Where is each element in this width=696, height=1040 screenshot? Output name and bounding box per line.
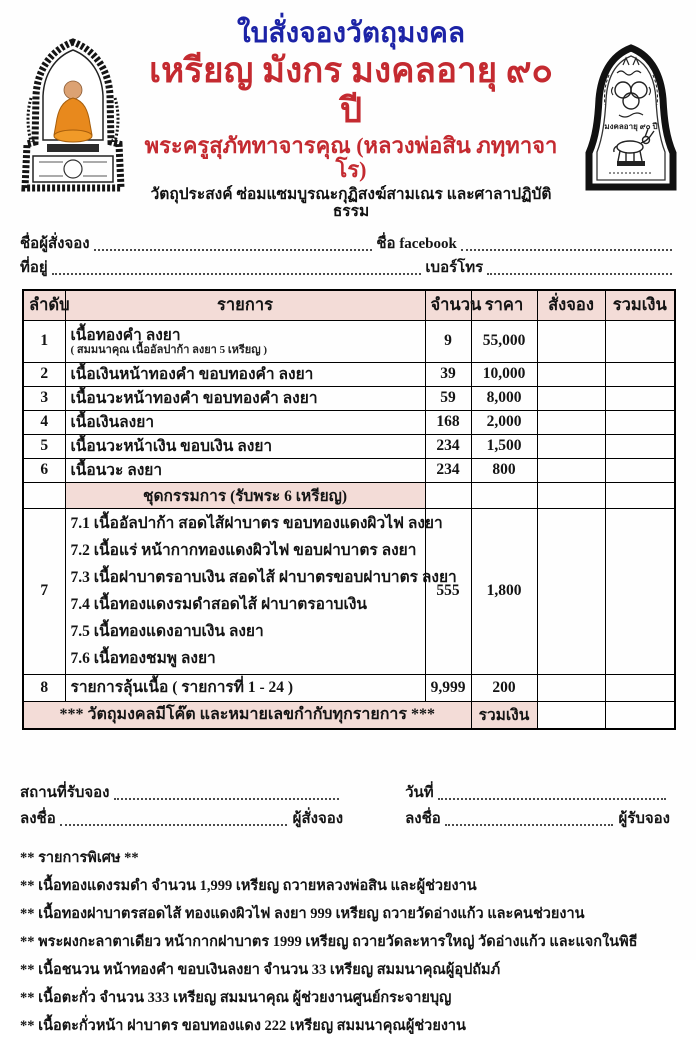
sign-label-orderer: ลงชื่อ — [20, 811, 56, 828]
table-row — [23, 674, 675, 701]
amulet-center-text: มงคลอายุ ๙๐ ปี — [604, 122, 658, 132]
order-qty-cell[interactable] — [537, 362, 605, 386]
item-qty: 39 — [425, 362, 471, 386]
row-total-cell[interactable] — [605, 410, 675, 434]
row-index: 3 — [23, 386, 65, 410]
special-notes — [0, 830, 696, 1040]
booking-place-field[interactable] — [114, 788, 340, 800]
row-index: 7 — [23, 508, 65, 674]
item-qty: 59 — [425, 386, 471, 410]
special-note-line: ** พระผงกะลาตาเดียว หน้ากากฝาบาตร 1999 เหรียญ ถวายวัดละหารใหญ่ วัดอ่างแก้ว และแจกในพิธี — [20, 934, 638, 951]
grand-total-order-cell[interactable] — [537, 701, 605, 729]
grand-total-label: รวมเงิน — [471, 701, 537, 729]
item-name: เนื้อนวะหน้าเงิน ขอบเงิน ลงยา — [70, 437, 273, 455]
committee-item: 7.2 เนื้อแร่ หน้ากากทองแดงผิวไฟ ขอบฝาบาตร ลงยา — [70, 542, 417, 560]
item-price: 10,000 — [471, 362, 537, 386]
header — [0, 0, 696, 223]
item-name-cell — [65, 410, 425, 434]
table-row — [23, 458, 675, 482]
item-qty: 234 — [425, 458, 471, 482]
item-qty: 9,999 — [425, 674, 471, 701]
item-name: เนื้อเงินลงยา — [70, 413, 155, 431]
item-name: เนื้อทองคำ ลงยา — [70, 326, 181, 344]
form-title: ใบสั่งจองวัตถุมงคล — [237, 18, 465, 49]
item-name-cell — [65, 458, 425, 482]
order-qty-cell[interactable] — [537, 410, 605, 434]
form-subtitle: เหรียญ มังกร มงคลอายุ ๙๐ ปี — [149, 51, 553, 130]
item-price: 1,800 — [471, 508, 537, 674]
sign-label-receiver: ลงชื่อ — [405, 811, 441, 828]
item-qty: 555 — [425, 508, 471, 674]
item-name-cell — [65, 320, 425, 362]
row-index: 4 — [23, 410, 65, 434]
item-qty: 234 — [425, 434, 471, 458]
item-qty: 9 — [425, 320, 471, 362]
special-note-line: ** เนื้อชนวน หน้าทองคำ ขอบเงินลงยา จำนวน 33 เหรียญ สมมนาคุณผู้อุปถัมภ์ — [20, 962, 501, 979]
table-row — [23, 362, 675, 386]
table-row — [23, 320, 675, 362]
col-header-qty: จำนวน — [425, 290, 471, 321]
committee-section-row — [23, 482, 675, 508]
item-price — [471, 482, 537, 508]
table-header-row — [23, 290, 675, 321]
phone-label: เบอร์โทร — [425, 259, 484, 276]
order-qty-cell[interactable] — [537, 386, 605, 410]
title-block — [134, 18, 568, 221]
row-index: 6 — [23, 458, 65, 482]
item-price: 200 — [471, 674, 537, 701]
row-index: 1 — [23, 320, 65, 362]
committee-item: 7.5 เนื้อทองแดงอาบเงิน ลงยา — [70, 623, 264, 641]
receiver-suffix: ผู้รับจอง — [618, 811, 670, 828]
row-total-cell[interactable] — [605, 434, 675, 458]
item-name-cell — [65, 362, 425, 386]
monk-photo — [14, 38, 132, 200]
orderer-name-field[interactable] — [94, 239, 373, 251]
committee-section-title: ชุดกรรมการ (รับพระ 6 เหรียญ) — [65, 482, 425, 508]
item-price: 55,000 — [471, 320, 537, 362]
facebook-field[interactable] — [461, 239, 672, 251]
special-note-line: ** เนื้อตะกั่ว จำนวน 333 เหรียญ สมมนาคุณ ผู้ช่วยงานศูนย์กระจายบุญ — [20, 990, 452, 1007]
committee-item: 7.1 เนื้ออัลปาก้า สอดไส้ฝาบาตร ขอบทองแดงผิวไฟ ลงยา — [70, 515, 443, 533]
orderer-name-label: ชื่อผู้สั่งจอง — [20, 235, 90, 252]
order-qty-cell[interactable] — [537, 674, 605, 701]
address-label: ที่อยู่ — [20, 259, 48, 276]
monk-photo-illustration — [17, 38, 129, 200]
amulet-back-image — [570, 43, 692, 195]
customer-info — [0, 223, 696, 283]
committee-item: 7.3 เนื้อฝาบาตรอาบเงิน สอดไส้ ฝาบาตรขอบฝาบาตร ลงยา — [70, 569, 457, 587]
order-qty-cell[interactable] — [537, 320, 605, 362]
item-note: ( สมมนาคุณ เนื้ออัลปาก้า ลงยา 5 เหรียญ ) — [70, 343, 268, 356]
item-price: 1,500 — [471, 434, 537, 458]
table-row — [23, 386, 675, 410]
committee-items-row — [23, 508, 675, 674]
date-label: วันที่ — [405, 785, 434, 802]
table-row — [23, 410, 675, 434]
address-field[interactable] — [52, 263, 422, 275]
purpose-line: วัตถุประสงค์ ซ่อมแซมบูรณะกุฏิสงฆ์สามเณร และศาลาปฏิบัติธรรม — [150, 185, 552, 221]
item-name-cell — [65, 434, 425, 458]
col-header-item: รายการ — [65, 290, 425, 321]
committee-item: 7.6 เนื้อทองชมพู ลงยา — [70, 650, 216, 668]
order-qty-cell[interactable] — [537, 458, 605, 482]
item-name-cell — [65, 674, 425, 701]
table-footer-row — [23, 701, 675, 729]
facebook-label: ชื่อ facebook — [376, 235, 457, 252]
row-index: 2 — [23, 362, 65, 386]
code-note: *** วัตถุมงคลมีโค๊ต และหมายเลขกำกับทุกรายการ *** — [23, 701, 471, 729]
order-qty-cell[interactable] — [537, 434, 605, 458]
order-table — [22, 289, 676, 731]
order-qty-cell[interactable] — [537, 508, 605, 674]
special-note-line: ** เนื้อทองฝาบาตรสอดไส้ ทองแดงผิวไฟ ลงยา 999 เหรียญ ถวายวัดอ่างแก้ว และคนช่วยงาน — [20, 906, 585, 923]
item-price: 800 — [471, 458, 537, 482]
orderer-suffix: ผู้สั่งจอง — [292, 811, 344, 828]
date-field[interactable] — [438, 788, 666, 800]
row-total-cell[interactable] — [605, 674, 675, 701]
amulet-illustration — [573, 43, 689, 195]
receiver-signature-field[interactable] — [445, 814, 613, 826]
signature-block — [0, 730, 696, 830]
grand-total-cell[interactable] — [605, 701, 675, 729]
item-name-cell — [65, 386, 425, 410]
item-name: เนื้อนวะหน้าทองคำ ขอบทองคำ ลงยา — [70, 389, 318, 407]
orderer-signature-field[interactable] — [60, 814, 287, 826]
col-header-price: ราคา — [471, 290, 537, 321]
row-total-cell[interactable] — [605, 482, 675, 508]
phone-field[interactable] — [487, 263, 672, 275]
item-price: 2,000 — [471, 410, 537, 434]
item-name: เนื้อเงินหน้าทองคำ ขอบทองคำ ลงยา — [70, 365, 314, 383]
item-name: เนื้อนวะ ลงยา — [70, 461, 163, 479]
item-price: 8,000 — [471, 386, 537, 410]
booking-place-label: สถานที่รับจอง — [20, 785, 110, 802]
row-index: 8 — [23, 674, 65, 701]
row-total-cell[interactable] — [605, 508, 675, 674]
row-index: 5 — [23, 434, 65, 458]
col-header-total: รวมเงิน — [605, 290, 675, 321]
items-table-body — [23, 320, 675, 729]
col-header-index: ลำดับ — [23, 290, 65, 321]
committee-item: 7.4 เนื้อทองแดงรมดำสอดไส้ ฝาบาตรอาบเงิน — [70, 596, 367, 614]
special-notes-list — [20, 872, 676, 1040]
row-total-cell[interactable] — [605, 362, 675, 386]
row-total-cell[interactable] — [605, 458, 675, 482]
row-total-cell[interactable] — [605, 320, 675, 362]
item-name: รายการลุ้นเนื้อ ( รายการที่ 1 - 24 ) — [70, 679, 294, 697]
monk-name: พระครูสุภัททาจารคุณ (หลวงพ่อสิน ภทฺทาจาโร) — [144, 132, 558, 183]
item-qty: 168 — [425, 410, 471, 434]
special-note-line: ** เนื้อตะกั่วหน้า ฝาบาตร ขอบทองแดง 222 เหรียญ สมมนาคุณผู้ช่วยงาน — [20, 1018, 466, 1035]
special-notes-title: ** รายการพิเศษ ** — [20, 850, 139, 867]
col-header-order: สั่งจอง — [537, 290, 605, 321]
table-row — [23, 434, 675, 458]
row-total-cell[interactable] — [605, 386, 675, 410]
row-index — [23, 482, 65, 508]
special-note-line: ** เนื้อทองแดงรมดำ จำนวน 1,999 เหรียญ ถวายหลวงพ่อสิน และผู้ช่วยงาน — [20, 878, 477, 895]
item-qty — [425, 482, 471, 508]
order-qty-cell[interactable] — [537, 482, 605, 508]
